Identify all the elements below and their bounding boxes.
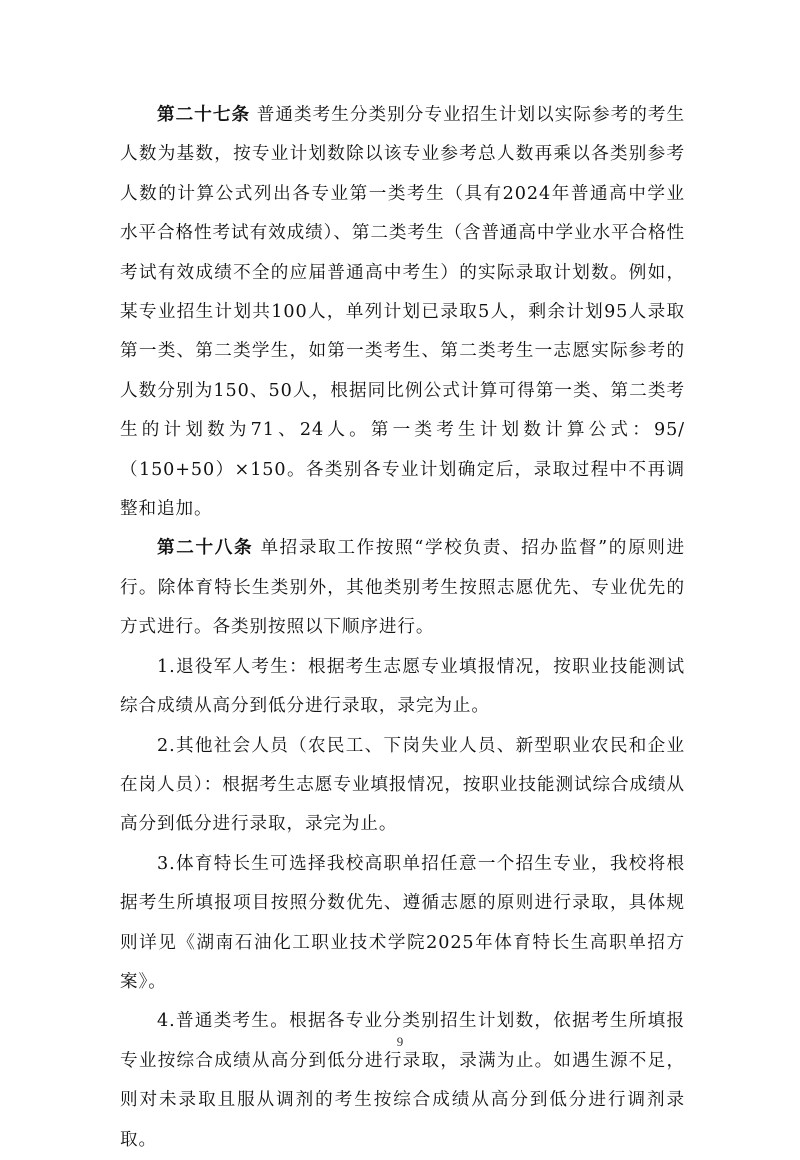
list-item-general-candidates: 4.普通类考生。根据各专业分类别招生计划数，依据考生所填报专业按综合成绩从高分到低分进行录取，录满为止。如遇生源不足，则对未录取且服从调剂的考生按综合成绩从高分到低分进行调剂录取。 [120, 1011, 685, 1150]
article-28 [120, 529, 685, 647]
list-item-social-personnel: 2.其他社会人员（农民工、下岗失业人员、新型职业农民和企业在岗人员）：根据考生志愿专业填报情况，按职业技能测试综合成绩从高分到低分进行录取，录完为止。 [120, 735, 685, 835]
article-27-title: 第二十七条 [157, 105, 251, 125]
article-27-text: 普通类考生分类别分专业招生计划以实际参考的考生人数为基数，按专业计划数除以该专业参考总人数再乘以各类别参考人数的计算公式列出各专业第一类考生（具有2024年普通高中学业水平合格性考试有效成绩）、第二类考生（含普通高中学业水平合格性考试有效成绩不全的应届普通高中考生）的实际录取计划数。例如，某专业招生计划共100人，单列计划已录取5人，剩余计划95人录取第一类、第二类学生，如第一类考生、第二类考生一志愿实际参考的人数分别为150、50人，根据同比例公式计算可得第一类、第二类考生的计划数为71、24人。第一类考生计划数计算公式：95/（150+50）×150。各类别各专业计划确定后，录取过程中不再调整和追加。 [120, 105, 685, 520]
article-27 [120, 96, 685, 529]
document-body [120, 96, 685, 1160]
article-28-text: 单招录取工作按照“学校负责、招办监督”的原则进行。除体育特长生类别外，其他类别考生按照志愿优先、专业优先的方式进行。各类别按照以下顺序进行。 [120, 538, 685, 638]
list-item-veterans: 1.退役军人考生：根据考生志愿专业填报情况，按职业技能测试综合成绩从高分到低分进行录取，录完为止。 [120, 656, 685, 717]
page-number: 9 [396, 1034, 404, 1049]
article-28-title: 第二十八条 [157, 538, 254, 559]
list-item-sports-specialty: 3.体育特长生可选择我校高职单招任意一个招生专业，我校将根据考生所填报项目按照分数优先、遵循志愿的原则进行录取，具体规则详见《湖南石油化工职业技术学院2025年体育特长生高职单招方案》。 [120, 853, 685, 992]
